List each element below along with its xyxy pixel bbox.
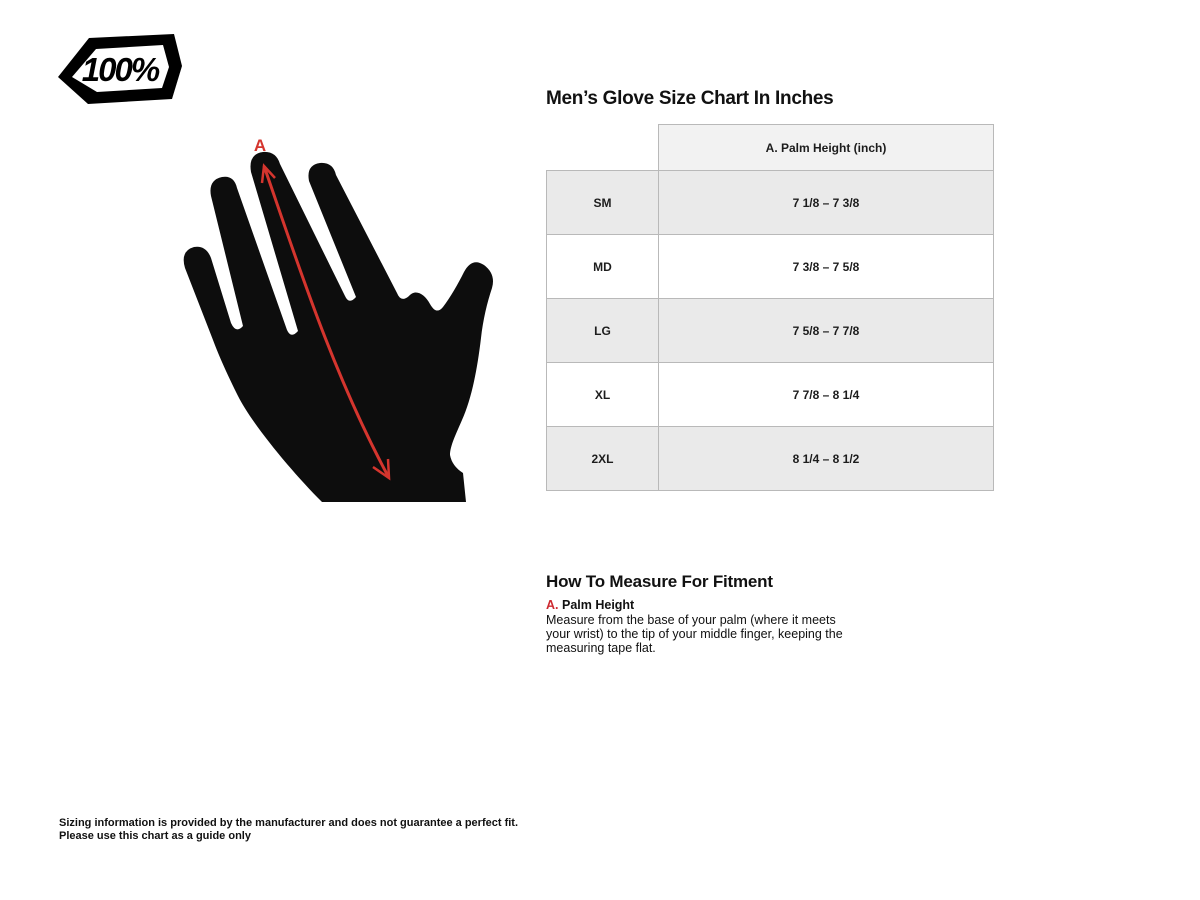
- palm-height-column-header: A. Palm Height (inch): [659, 125, 994, 171]
- disclaimer-line1: Sizing information is provided by the manufacturer and does not guarantee a perfect fit.: [59, 817, 519, 829]
- size-chart-header-row: [547, 125, 994, 171]
- table-row-2xl: [547, 427, 994, 491]
- measure-item-heading: [546, 598, 634, 612]
- table-row-sm: [547, 171, 994, 235]
- disclaimer: [59, 817, 518, 843]
- hand-silhouette-image: [184, 152, 493, 502]
- table-row-xl: [547, 363, 994, 427]
- size-cell: LG: [547, 299, 659, 363]
- size-cell: MD: [547, 235, 659, 299]
- palm-range-cell: 7 3/8 – 7 5/8: [659, 235, 994, 299]
- palm-range-cell: 7 7/8 – 8 1/4: [659, 363, 994, 427]
- measure-item-letter: A.: [546, 598, 559, 612]
- table-row-md: [547, 235, 994, 299]
- size-chart-table: [546, 124, 994, 491]
- measurement-label-a: A: [253, 136, 267, 155]
- size-cell: 2XL: [547, 427, 659, 491]
- disclaimer-line2: Please use this chart as a guide only: [59, 829, 251, 842]
- brand-logo: [56, 33, 184, 108]
- palm-range-cell: 8 1/4 – 8 1/2: [659, 427, 994, 491]
- size-cell: XL: [547, 363, 659, 427]
- glove-figure: [170, 118, 522, 510]
- logo-text: 100%: [81, 51, 159, 88]
- size-chart-title: Men’s Glove Size Chart In Inches: [546, 88, 834, 109]
- size-cell: SM: [547, 171, 659, 235]
- measure-section-title: How To Measure For Fitment: [546, 572, 773, 591]
- measure-instructions: Measure from the base of your palm (where it meets your wrist) to the tip of your middle finger, keeping the measuring tape flat.: [546, 613, 843, 656]
- palm-range-cell: 7 1/8 – 7 3/8: [659, 171, 994, 235]
- palm-range-cell: 7 5/8 – 7 7/8: [659, 299, 994, 363]
- table-row-lg: [547, 299, 994, 363]
- size-chart-corner-cell: [547, 125, 659, 171]
- measure-item-name: Palm Height: [561, 598, 635, 612]
